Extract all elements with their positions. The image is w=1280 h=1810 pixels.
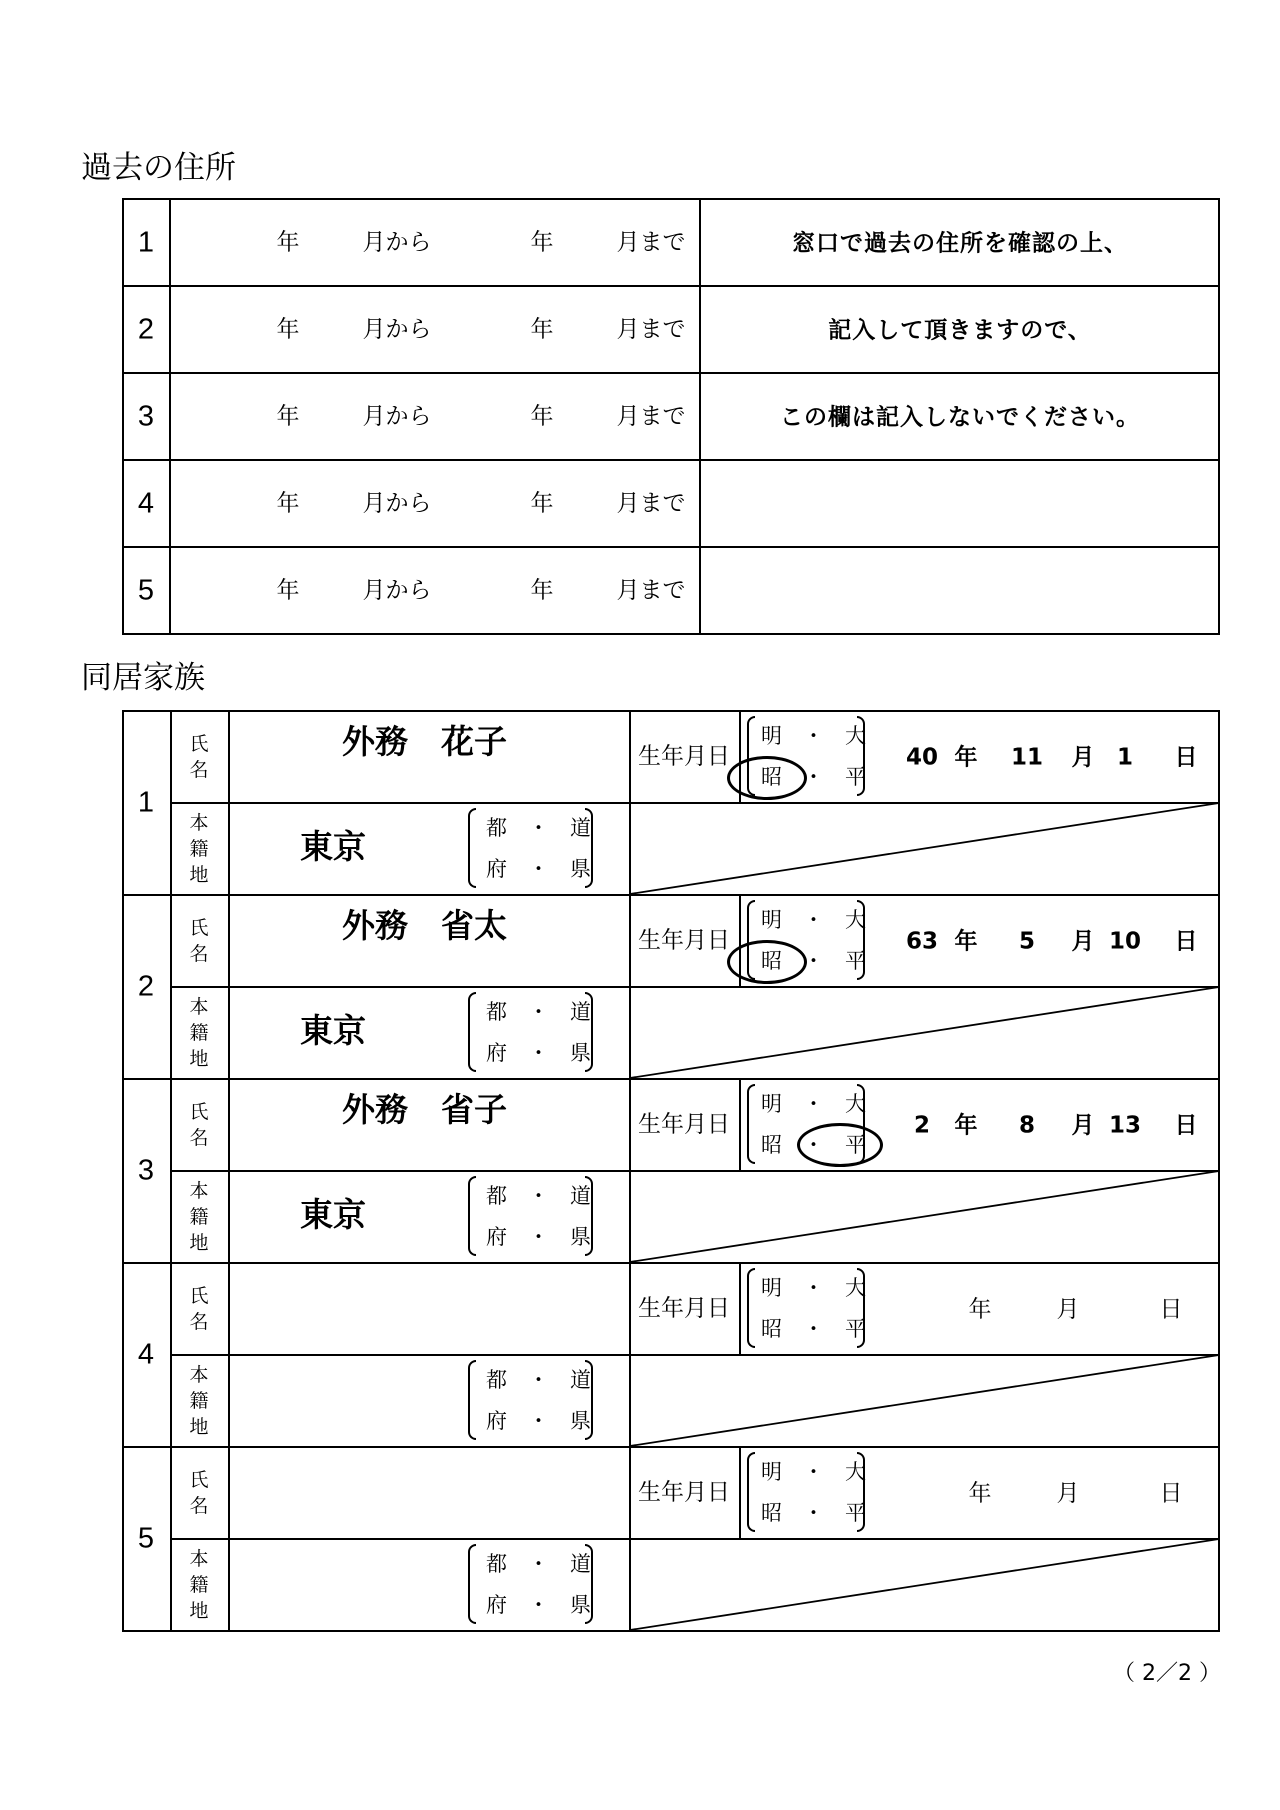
divider	[170, 1538, 1220, 1540]
pref-ken: 県	[570, 1593, 591, 1617]
to-month-label: 月まで	[616, 490, 686, 516]
dot: ・	[528, 1225, 549, 1249]
day-unit: 日	[1174, 744, 1198, 771]
birth-month-value: 5	[1018, 928, 1036, 955]
from-year-label: 年	[276, 403, 300, 429]
member-name: 外務 省子	[342, 1090, 507, 1129]
birth-day-value: 10	[1108, 928, 1142, 955]
era-mei: 明	[761, 1276, 782, 1300]
birthdate-label: 生年月日	[638, 1479, 730, 1506]
dot: ・	[803, 1276, 824, 1300]
member-number: 3	[137, 1154, 155, 1187]
year-unit: 年	[954, 928, 978, 955]
pref-row-2	[486, 1411, 591, 1432]
pref-do: 道	[570, 1552, 591, 1576]
pref-do: 道	[570, 1000, 591, 1024]
row-number: 5	[137, 574, 155, 606]
note-line: 窓口で過去の住所を確認の上、	[792, 230, 1128, 256]
dot: ・	[528, 1552, 549, 1576]
month-unit: 月	[1071, 928, 1095, 955]
month-unit: 月	[1056, 1296, 1080, 1323]
day-unit: 日	[1174, 928, 1198, 955]
pref-row-2	[486, 1595, 591, 1616]
birth-month-value: 8	[1018, 1112, 1036, 1139]
pref-row-2	[486, 1227, 591, 1248]
pref-ken: 県	[570, 1041, 591, 1065]
bracket-left	[468, 992, 476, 1072]
member-number: 1	[137, 786, 155, 819]
honseki-label: 本 籍 地	[189, 812, 209, 886]
dot: ・	[803, 1092, 824, 1116]
honseki-label: 本 籍 地	[189, 1364, 209, 1438]
dot: ・	[803, 765, 824, 789]
pref-to: 都	[486, 1000, 507, 1024]
dot: ・	[803, 1317, 824, 1341]
pref-row-1	[486, 1186, 591, 1207]
era-tai: 大	[845, 724, 866, 748]
era-sho: 昭	[761, 765, 782, 789]
era-sho: 昭	[761, 1501, 782, 1525]
dot: ・	[528, 1593, 549, 1617]
birth-day-value: 1	[1116, 744, 1134, 771]
to-month-label: 月まで	[616, 316, 686, 342]
day-unit: 日	[1159, 1296, 1183, 1323]
member-number: 5	[137, 1522, 155, 1555]
dot: ・	[528, 857, 549, 881]
divider	[122, 1078, 1220, 1080]
member-number: 2	[137, 970, 155, 1003]
bracket-left	[468, 1360, 476, 1440]
to-year-label: 年	[530, 403, 554, 429]
divider	[699, 198, 701, 633]
to-year-label: 年	[530, 316, 554, 342]
from-month-label: 月から	[362, 577, 432, 603]
era-tai: 大	[845, 1276, 866, 1300]
bracket-left	[747, 1084, 755, 1164]
honseki-label: 本 籍 地	[189, 996, 209, 1070]
divider	[122, 372, 1220, 374]
year-unit: 年	[954, 1112, 978, 1139]
era-row-2	[761, 1319, 866, 1340]
divider	[122, 459, 1220, 461]
to-year-label: 年	[530, 490, 554, 516]
month-unit: 月	[1071, 1112, 1095, 1139]
birth-month-value: 11	[1010, 744, 1044, 771]
era-mei: 明	[761, 908, 782, 932]
dot: ・	[803, 1133, 824, 1157]
pref-row-1	[486, 1370, 591, 1391]
pref-to: 都	[486, 816, 507, 840]
name-label: 氏 名	[189, 917, 209, 965]
pref-to: 都	[486, 1184, 507, 1208]
from-year-label: 年	[276, 316, 300, 342]
divider	[122, 1262, 1220, 1264]
note-line: 記入して頂きますので、	[828, 317, 1092, 343]
divider	[170, 1170, 1220, 1172]
divider	[739, 1078, 741, 1170]
bracket-left	[468, 1544, 476, 1624]
era-hei: 平	[845, 1133, 866, 1157]
era-row-1	[761, 1462, 866, 1483]
pref-row-2	[486, 859, 591, 880]
to-month-label: 月まで	[616, 577, 686, 603]
divider	[170, 986, 1220, 988]
pref-row-1	[486, 818, 591, 839]
divider	[739, 1262, 741, 1354]
era-tai: 大	[845, 908, 866, 932]
dot: ・	[528, 1000, 549, 1024]
from-month-label: 月から	[362, 229, 432, 255]
era-sho: 昭	[761, 949, 782, 973]
dot: ・	[528, 1368, 549, 1392]
era-row-1	[761, 1278, 866, 1299]
pref-fu: 府	[486, 1409, 507, 1433]
name-label: 氏 名	[189, 733, 209, 781]
pref-do: 道	[570, 816, 591, 840]
month-unit: 月	[1056, 1480, 1080, 1507]
pref-do: 道	[570, 1184, 591, 1208]
divider	[122, 894, 1220, 896]
era-circle-mark	[797, 1123, 883, 1167]
birth-day-value: 13	[1108, 1112, 1142, 1139]
year-unit: 年	[968, 1296, 992, 1323]
birthdate-label: 生年月日	[638, 743, 730, 770]
note-line: この欄は記入しないでください。	[780, 404, 1140, 430]
pref-fu: 府	[486, 1225, 507, 1249]
to-year-label: 年	[530, 229, 554, 255]
dot: ・	[803, 1501, 824, 1525]
pref-to: 都	[486, 1552, 507, 1576]
name-label: 氏 名	[189, 1285, 209, 1333]
from-month-label: 月から	[362, 490, 432, 516]
dot: ・	[528, 1041, 549, 1065]
era-tai: 大	[845, 1092, 866, 1116]
pref-row-2	[486, 1043, 591, 1064]
member-honseki: 東京	[300, 1195, 366, 1234]
row-number: 1	[137, 226, 155, 258]
member-honseki: 東京	[300, 827, 366, 866]
era-hei: 平	[845, 1501, 866, 1525]
birth-year-value: 2	[913, 1112, 931, 1139]
birthdate-label: 生年月日	[638, 1111, 730, 1138]
name-label: 氏 名	[189, 1469, 209, 1517]
birthdate-label: 生年月日	[638, 927, 730, 954]
member-name: 外務 花子	[342, 722, 507, 761]
birth-year-value: 63	[905, 928, 939, 955]
bracket-left	[747, 1268, 755, 1348]
era-hei: 平	[845, 1317, 866, 1341]
divider	[739, 1446, 741, 1538]
divider	[170, 1354, 1220, 1356]
from-month-label: 月から	[362, 403, 432, 429]
era-row-1	[761, 726, 866, 747]
row-number: 4	[137, 487, 155, 519]
bracket-left	[747, 1452, 755, 1532]
era-row-2	[761, 1503, 866, 1524]
pref-fu: 府	[486, 857, 507, 881]
honseki-label: 本 籍 地	[189, 1180, 209, 1254]
divider	[122, 1446, 1220, 1448]
pref-ken: 県	[570, 1225, 591, 1249]
dot: ・	[528, 1184, 549, 1208]
pref-ken: 県	[570, 1409, 591, 1433]
day-unit: 日	[1159, 1480, 1183, 1507]
month-unit: 月	[1071, 744, 1095, 771]
from-year-label: 年	[276, 229, 300, 255]
to-year-label: 年	[530, 577, 554, 603]
member-honseki: 東京	[300, 1011, 366, 1050]
row-number: 2	[137, 313, 155, 345]
pref-fu: 府	[486, 1041, 507, 1065]
dot: ・	[803, 1460, 824, 1484]
era-mei: 明	[761, 1092, 782, 1116]
divider	[122, 285, 1220, 287]
to-month-label: 月まで	[616, 229, 686, 255]
past-address-title: 過去の住所	[81, 150, 236, 186]
pref-row-1	[486, 1554, 591, 1575]
member-name: 外務 省太	[342, 906, 507, 945]
pref-fu: 府	[486, 1593, 507, 1617]
dot: ・	[528, 1409, 549, 1433]
honseki-label: 本 籍 地	[189, 1548, 209, 1622]
bracket-left	[468, 1176, 476, 1256]
row-number: 3	[137, 400, 155, 432]
to-month-label: 月まで	[616, 403, 686, 429]
day-unit: 日	[1174, 1112, 1198, 1139]
pref-do: 道	[570, 1368, 591, 1392]
era-hei: 平	[845, 949, 866, 973]
pref-row-1	[486, 1002, 591, 1023]
era-hei: 平	[845, 765, 866, 789]
pref-to: 都	[486, 1368, 507, 1392]
era-circle-mark	[727, 756, 807, 800]
dot: ・	[528, 816, 549, 840]
from-year-label: 年	[276, 577, 300, 603]
divider	[122, 546, 1220, 548]
era-tai: 大	[845, 1460, 866, 1484]
era-sho: 昭	[761, 1317, 782, 1341]
divider	[170, 802, 1220, 804]
year-unit: 年	[954, 744, 978, 771]
member-number: 4	[137, 1338, 155, 1371]
era-sho: 昭	[761, 1133, 782, 1157]
birthdate-label: 生年月日	[638, 1295, 730, 1322]
era-row-1	[761, 910, 866, 931]
era-circle-mark	[727, 940, 807, 984]
dot: ・	[803, 724, 824, 748]
year-unit: 年	[968, 1480, 992, 1507]
family-title: 同居家族	[81, 660, 205, 696]
birth-year-value: 40	[905, 744, 939, 771]
name-label: 氏 名	[189, 1101, 209, 1149]
page-number: （ 2／2 ）	[1113, 1661, 1221, 1686]
dot: ・	[803, 949, 824, 973]
bracket-left	[468, 808, 476, 888]
era-mei: 明	[761, 724, 782, 748]
era-mei: 明	[761, 1460, 782, 1484]
from-month-label: 月から	[362, 316, 432, 342]
divider	[169, 198, 171, 633]
era-row-1	[761, 1094, 866, 1115]
pref-ken: 県	[570, 857, 591, 881]
from-year-label: 年	[276, 490, 300, 516]
dot: ・	[803, 908, 824, 932]
